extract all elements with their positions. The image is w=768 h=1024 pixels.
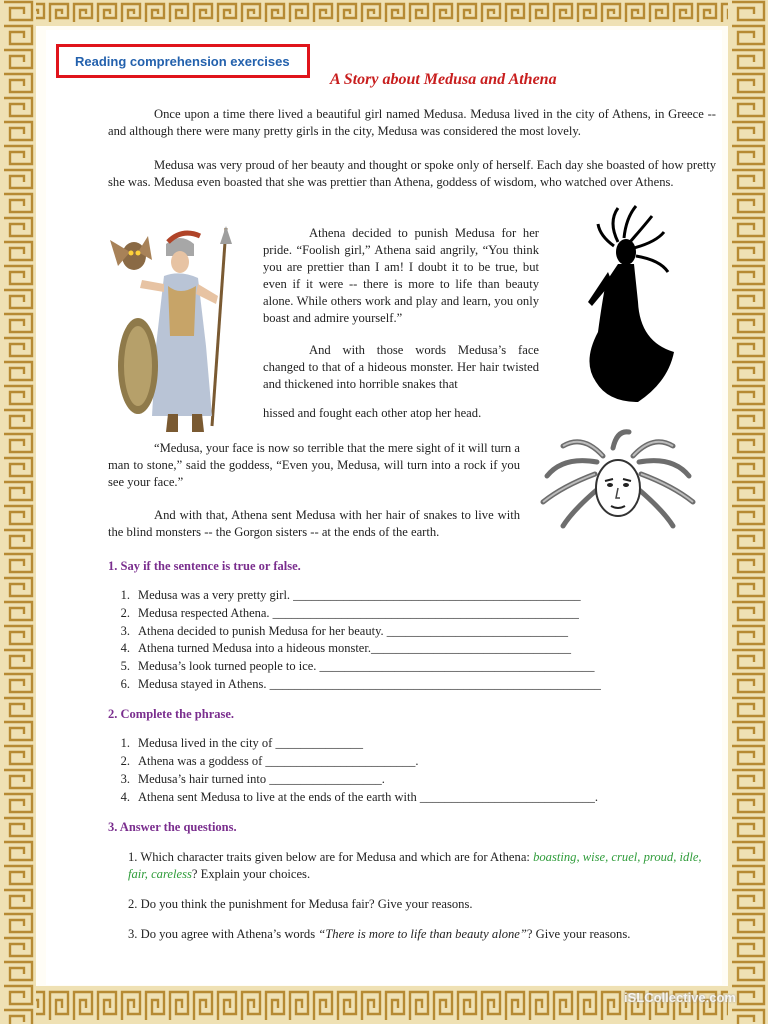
greek-key-border-top [0, 0, 768, 26]
header-label: Reading comprehension exercises [75, 53, 290, 69]
exercise-1-item: 1. Medusa was a very pretty girl. ______________________________________________ [120, 588, 581, 602]
greek-key-border-left [0, 0, 36, 1024]
exercise-2-item: 2. Athena was a goddess of ________________________. [120, 754, 419, 768]
exercise-1-item: 4. Athena turned Medusa into a hideous monster.________________________________ [120, 641, 571, 655]
exercise-1-item: 5. Medusa’s look turned people to ice. ____________________________________________ [120, 659, 595, 673]
story-paragraph-6: And with that, Athena sent Medusa with her hair of snakes to live with the blind monsters -- the Gorgon sisters -- at the ends of the earth. [108, 508, 520, 539]
story-title: A Story about Medusa and Athena [330, 71, 557, 88]
character-traits-list: boasting, wise, cruel, proud, idle, fair, careless [128, 850, 702, 881]
exercise-2-item: 4. Athena sent Medusa to live at the ends of the earth with ____________________________. [120, 790, 598, 804]
exercise-3-question-2: 2. Do you think the punishment for Medusa fair? Give your reasons. [128, 897, 473, 911]
header-label-box [56, 44, 310, 78]
exercise-3-title: 3. Answer the questions. [108, 820, 237, 834]
exercise-3-question-3: 3. Do you agree with Athena’s words “There is more to life than beauty alone”? Give your reasons. [128, 927, 631, 941]
athena-quote: “There is more to life than beauty alone” [318, 927, 527, 941]
exercise-3-question-1: 1. Which character traits given below are for Medusa and which are for Athena: boasting, wise, cruel, proud, idle, fair, careless? Explain your choices. [128, 850, 702, 881]
exercise-1-item: 3. Athena decided to punish Medusa for her beauty. _____________________________ [120, 624, 569, 638]
story-paragraph-5: “Medusa, your face is now so terrible that the mere sight of it will turn a man to stone,” said the goddess, “Even you, Medusa, will turn into a rock if you see your face.” [108, 441, 520, 489]
story-paragraph-4-continued: hissed and fought each other atop her head. [263, 406, 482, 420]
medusa-silhouette-illustration [578, 202, 680, 406]
exercise-1-item: 6. Medusa stayed in Athens. _____________________________________________________ [120, 677, 601, 691]
athena-illustration [108, 226, 242, 434]
exercise-2-item: 1. Medusa lived in the city of ______________ [120, 736, 363, 750]
site-watermark: iSLCollective.com [624, 990, 736, 1005]
story-paragraph-4: And with those words Medusa’s face changed to that of a hideous monster. Her hair twisted and thickened into horrible snakes that [263, 343, 539, 391]
exercise-2-item: 3. Medusa’s hair turned into __________________. [120, 772, 385, 786]
exercise-1-item: 2. Medusa respected Athena. _________________________________________________ [120, 606, 579, 620]
exercise-2-title: 2. Complete the phrase. [108, 707, 235, 721]
story-paragraph-1: Once upon a time there lived a beautiful girl named Medusa. Medusa lived in the city of Athens, in Greece -- and although there were many pretty girls in the city, Medusa was considered the most lovely. [108, 107, 716, 138]
story-paragraph-2: Medusa was very proud of her beauty and thought or spoke only of herself. Each day she boasted of how pretty she was. Medusa even boasted that she was prettier than Athena, goddess of wisdom, who watched over Athens. [108, 158, 716, 189]
medusa-head-illustration [533, 426, 703, 538]
greek-key-border-right [728, 0, 768, 1024]
exercise-1-title: 1. Say if the sentence is true or false. [108, 559, 301, 573]
story-paragraph-3: Athena decided to punish Medusa for her pride. “Foolish girl,” Athena said angrily, “You think you are prettier than I am! I doubt it to be true, but even if it were -- there is more to life than beauty alone. While others work and play and learn, you only boast and admire yourself.” [263, 226, 539, 325]
